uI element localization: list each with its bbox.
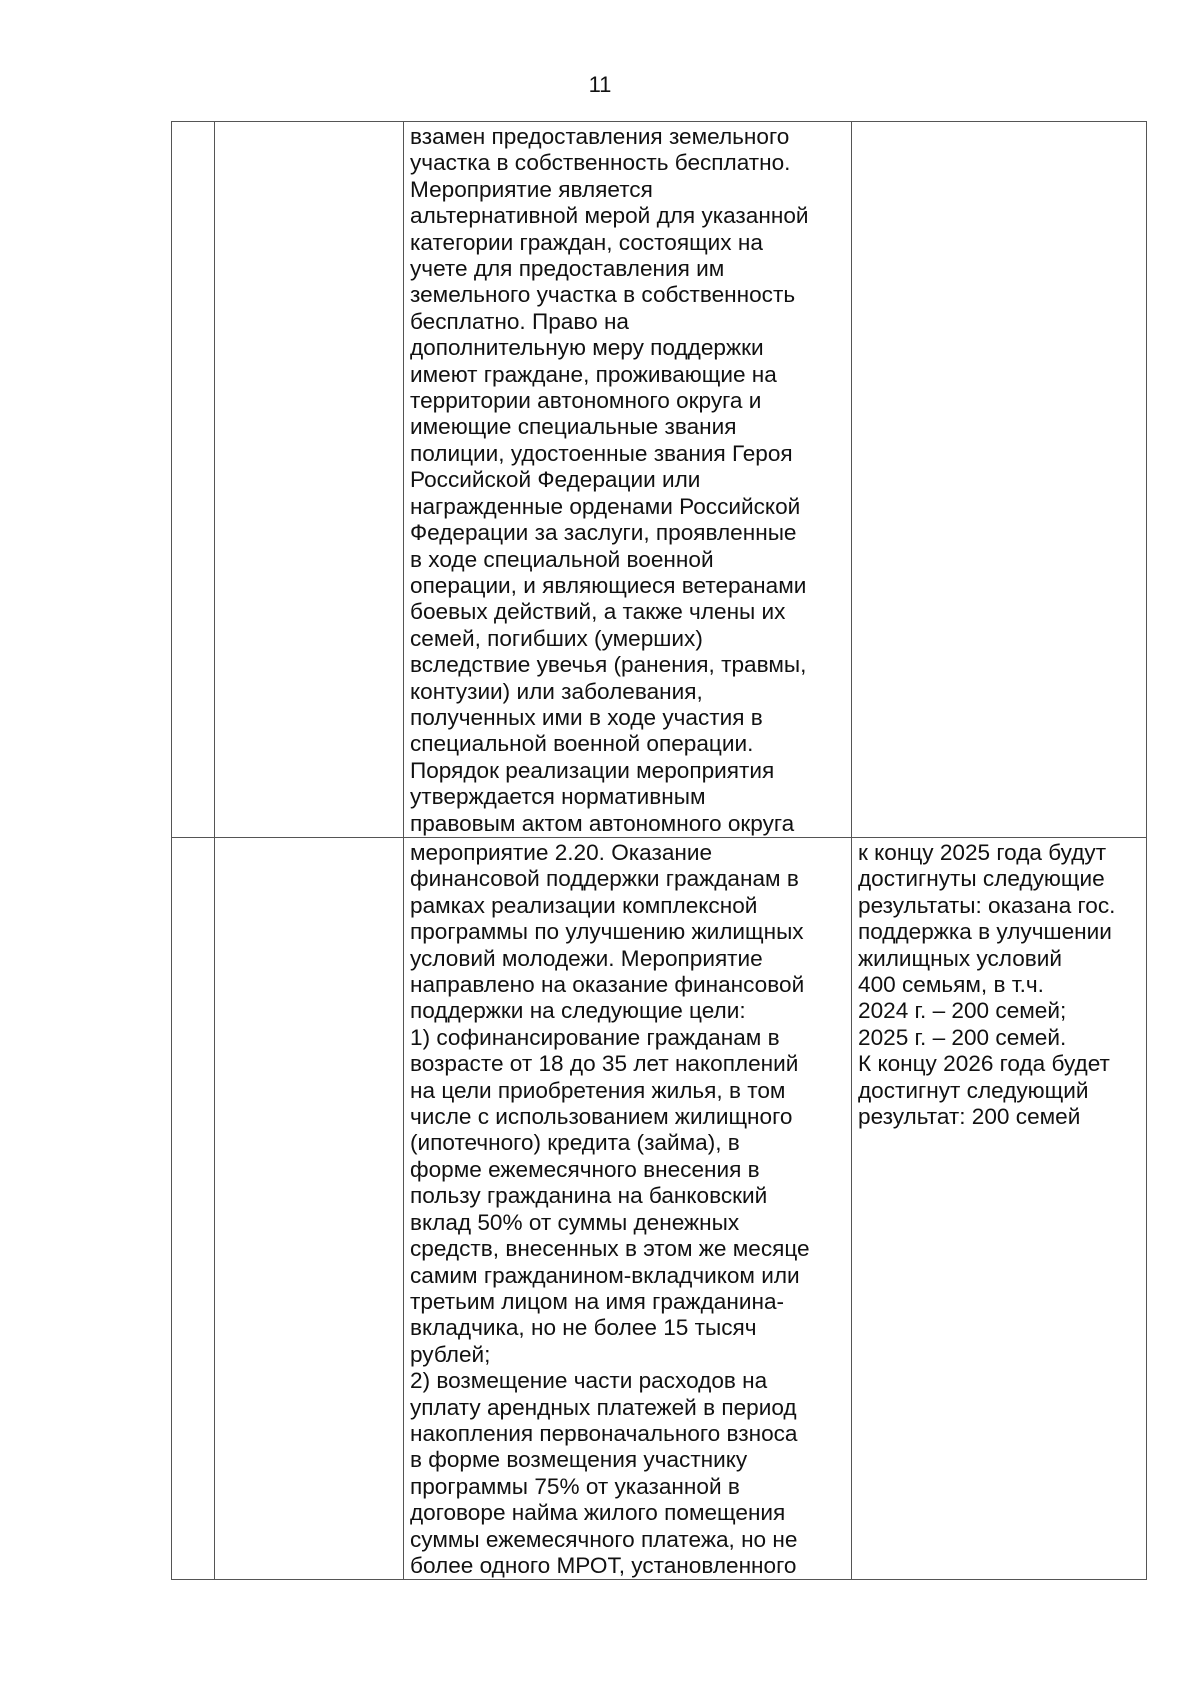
text-line: семей, погибших (умерших) <box>410 625 703 651</box>
text-line: вклад 50% от суммы денежных <box>410 1209 740 1235</box>
text-line: награжденные орденами Российской <box>410 493 801 519</box>
cell-results <box>852 838 1147 1580</box>
text-line: 1) софинансирование гражданам в <box>410 1024 780 1050</box>
text-line: суммы ежемесячного платежа, но не <box>410 1526 798 1552</box>
measures-table <box>171 121 1147 1580</box>
text-line: более одного МРОТ, установленного <box>410 1552 797 1578</box>
text-line: достигнуты следующие <box>858 866 1105 892</box>
text-line: К концу 2026 года будет <box>858 1051 1110 1077</box>
text-line: полиции, удостоенные звания Героя <box>410 440 793 466</box>
text-line: альтернативной мерой для указанной <box>410 203 809 229</box>
text-line: результаты: оказана гос. <box>858 892 1116 918</box>
text-line: направлено на оказание финансовой <box>410 972 805 998</box>
text-line: третьим лицом на имя гражданина- <box>410 1288 785 1314</box>
text-line: рублей; <box>410 1341 491 1367</box>
text-line: взамен предоставления земельного <box>410 124 790 149</box>
text-line: (ипотечного) кредита (займа), в <box>410 1130 740 1156</box>
text-line: самим гражданином-вкладчиком или <box>410 1262 800 1288</box>
text-line: форме ежемесячного внесения в <box>410 1156 760 1182</box>
text-line: контузии) или заболевания, <box>410 678 703 704</box>
text-line: поддержки на следующие цели: <box>410 998 746 1024</box>
text-line: мероприятие 2.20. Оказание <box>410 840 713 865</box>
text-line: территории автономного округа и <box>410 388 762 414</box>
text-line: программы по улучшению жилищных <box>410 919 804 945</box>
cell-number <box>172 122 215 838</box>
text-line: договоре найма жилого помещения <box>410 1500 786 1526</box>
text-line: условий молодежи. Мероприятие <box>410 945 763 971</box>
text-line: числе с использованием жилищного <box>410 1104 793 1130</box>
text-line: пользу гражданина на банковский <box>410 1183 768 1209</box>
text-line: в ходе специальной военной <box>410 546 714 572</box>
text-line: вследствие увечья (ранения, травмы, <box>410 652 807 678</box>
text-line: Порядок реализации мероприятия <box>410 757 775 783</box>
text-line: специальной военной операции. <box>410 731 754 757</box>
text-line: утверждается нормативным <box>410 784 706 810</box>
text-line: категории граждан, состоящих на <box>410 229 763 255</box>
text-line: 2024 г. – 200 семей; <box>858 998 1067 1024</box>
text-line: жилищных условий <box>858 945 1063 971</box>
page-number: 11 <box>588 72 612 97</box>
cell-number <box>172 838 215 1580</box>
cell-measure-description <box>404 838 852 1580</box>
text-line: поддержка в улучшении <box>858 919 1112 945</box>
text-line: земельного участка в собственность <box>410 282 796 308</box>
text-line: к концу 2025 года будут <box>858 840 1107 865</box>
text-line: операции, и являющиеся ветеранами <box>410 572 807 598</box>
text-line: 400 семьям, в т.ч. <box>858 972 1044 998</box>
text-line: Мероприятие является <box>410 176 653 202</box>
text-line: на цели приобретения жилья, в том <box>410 1077 786 1103</box>
text-line: финансовой поддержки гражданам в <box>410 866 799 892</box>
text-line: боевых действий, а также члены их <box>410 599 786 625</box>
text-line: бесплатно. Право на <box>410 308 629 334</box>
table-row <box>172 122 1147 838</box>
text-line: в форме возмещения участнику <box>410 1447 748 1473</box>
text-line: вкладчика, но не более 15 тысяч <box>410 1315 757 1341</box>
text-line: Российской Федерации или <box>410 467 701 493</box>
text-line: средств, внесенных в этом же месяце <box>410 1236 810 1262</box>
text-line: достигнут следующий <box>858 1077 1089 1103</box>
text-line: имеют граждане, проживающие на <box>410 361 777 387</box>
table-row <box>172 838 1147 1580</box>
text-line: полученных ими в ходе участия в <box>410 704 763 730</box>
text-line: 2) возмещение части расходов на <box>410 1368 768 1394</box>
text-line: рамках реализации комплексной <box>410 892 758 918</box>
text-line: накопления первоначального взноса <box>410 1420 798 1446</box>
text-line: 2025 г. – 200 семей. <box>858 1024 1067 1050</box>
text-line: учете для предоставления им <box>410 256 725 282</box>
text-line: Федерации за заслуги, проявленные <box>410 520 797 546</box>
text-line: уплату арендных платежей в период <box>410 1394 797 1420</box>
text-line: возрасте от 18 до 35 лет накоплений <box>410 1051 799 1077</box>
text-line: программы 75% от указанной в <box>410 1473 740 1499</box>
cell-results <box>852 122 1147 838</box>
text-line: имеющие специальные звания <box>410 414 737 440</box>
cell-name <box>215 122 404 838</box>
text-line: участка в собственность бесплатно. <box>410 150 791 176</box>
text-line: результат: 200 семей <box>858 1104 1081 1130</box>
cell-measure-description <box>404 122 852 838</box>
text-line: дополнительную меру поддержки <box>410 335 764 361</box>
text-line: правовым актом автономного округа <box>410 810 795 836</box>
cell-name <box>215 838 404 1580</box>
